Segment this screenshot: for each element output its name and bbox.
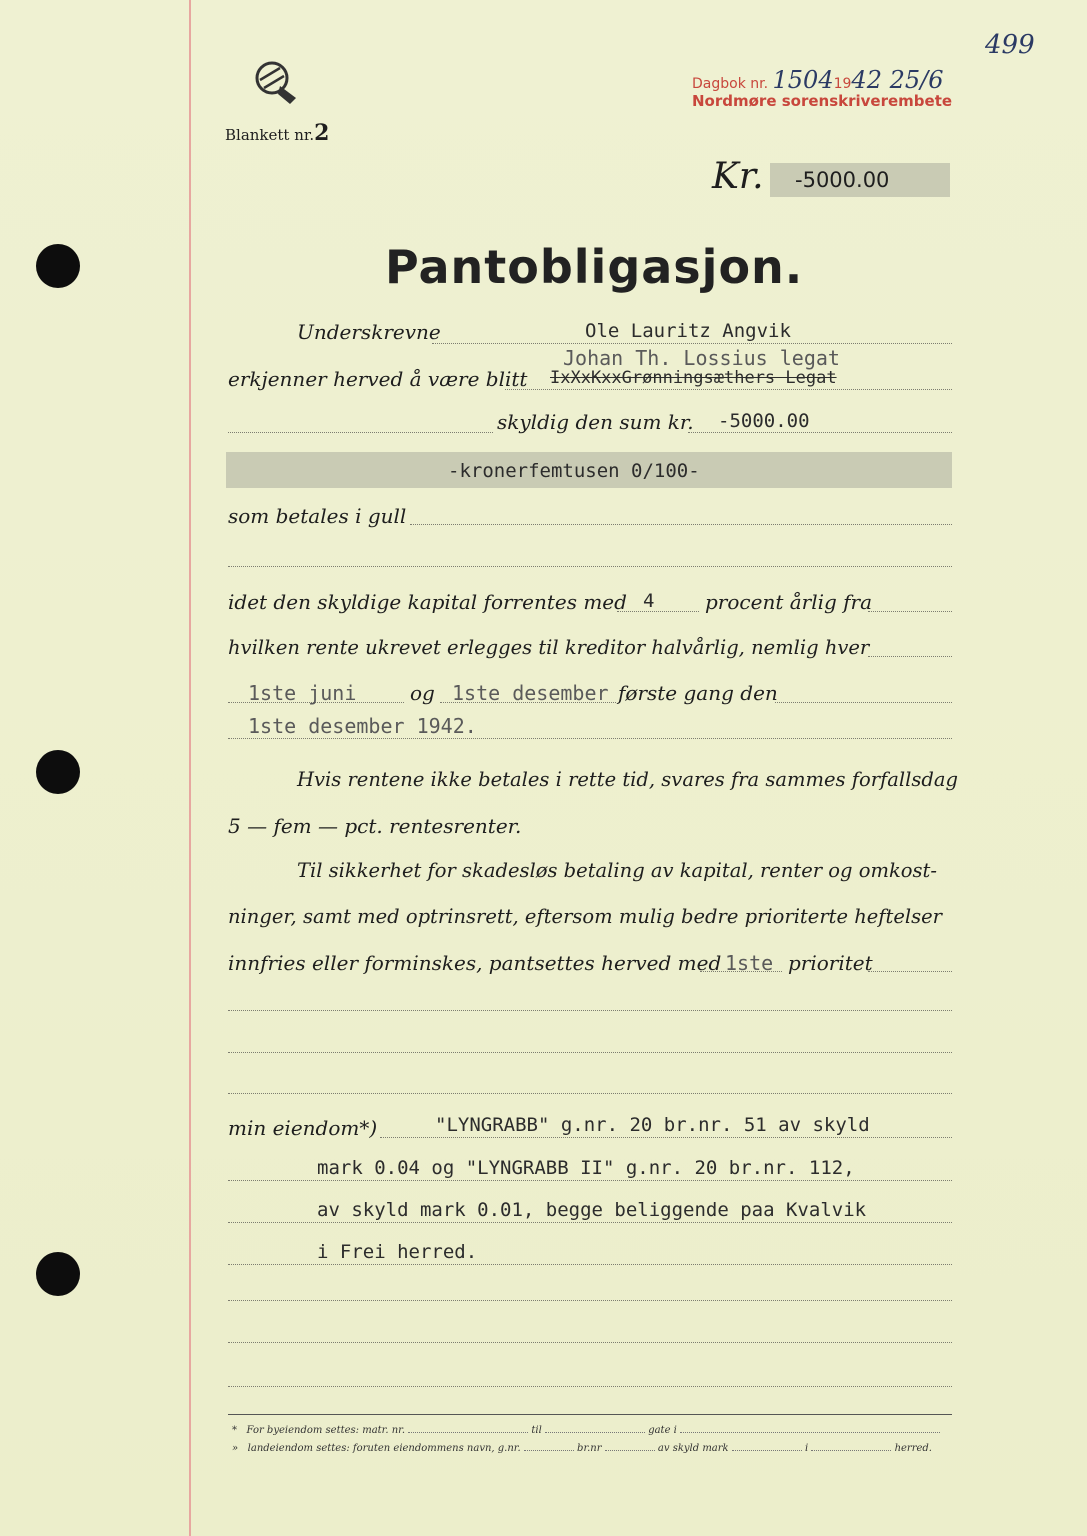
dotted-line [228,1342,952,1343]
footnote-2a: landeiendom settes: foruten eiendommens navn, g.nr. [247,1443,521,1454]
gold-label: som betales i gull [228,504,407,528]
dotted-line [228,1222,952,1223]
footnote-1c: gate i [648,1425,677,1436]
dotted-line [688,432,952,433]
dotted-line [432,343,952,344]
footnote-rule [228,1414,952,1415]
sum-words: -kronerfemtusen 0/100- [448,460,700,482]
date-first: 1ste juni [248,681,357,705]
dagbok-label: Dagbok nr. [692,76,769,92]
footnote-2b: br.nr [577,1443,602,1454]
footnote-2d: i [804,1443,809,1454]
dotted-line [228,1386,952,1387]
footnote-2c: av skyld mark [657,1443,729,1454]
creditor-struck-text: IxXxKxxGrønningsæthers Legat [550,368,837,388]
emblem-icon [250,58,310,110]
blankett-number: 2 [314,120,330,146]
page-number: 499 [985,30,1035,60]
dotted-line [228,1010,952,1011]
dagbok-year-prefix: 19 [833,76,852,92]
footnote-line-1: * For byeiendom settes: matr. nr. til gate i [232,1425,940,1436]
creditor-value: Johan Th. Lossius legat [563,346,840,370]
default-paragraph-1: Hvis rentene ikke betales i rette tid, svares fra sammes forfallsdag [297,768,958,791]
margin-rule [189,0,191,1536]
kr-label: Kr. [712,156,764,197]
amount-value: -5000.00 [795,168,890,192]
blankett-label-text: Blankett nr. [225,126,315,144]
security-line-2: ninger, samt med optrinsrett, eftersom mulig bedre prioriterte heftelser [228,905,943,928]
sum-label: skyldig den sum kr. [497,410,694,434]
first-date: 1ste desember 1942. [248,714,477,738]
dotted-line [228,432,493,433]
property-label: min eiendom*) [228,1116,378,1140]
interest-text-a: idet den skyldige kapital forrentes med [228,590,627,614]
dotted-line [617,611,699,612]
dagbok-date: 42 25/6 [851,66,944,94]
dotted-line [868,611,952,612]
interest-rate: 4 [643,590,655,612]
property-line-2: mark 0.04 og "LYNGRABB II" g.nr. 20 br.nr. 112, [317,1157,855,1179]
sum-value: -5000.00 [718,410,810,432]
office-stamp: Nordmøre sorenskriverembete [692,92,953,110]
blankett-label [225,120,329,146]
document-title: Pantobligasjon. [385,240,804,294]
security-line-3a: innfries eller forminskes, pantsettes herved med [228,951,722,975]
dotted-line [228,1093,952,1094]
security-line-1: Til sikkerhet for skadesløs betaling av kapital, renter og omkost- [297,859,937,882]
undersigned-label: Underskrevne [297,320,441,344]
footnote-1b: til [531,1425,542,1436]
punch-hole [36,244,80,288]
dotted-line [410,524,952,525]
default-paragraph-2: 5 — fem — pct. rentesrenter. [228,814,522,838]
punch-hole [36,1252,80,1296]
dagbok-stamp [692,66,943,94]
first-time-label: første gang den [618,681,778,705]
dotted-line [228,1300,952,1301]
punch-hole [36,750,80,794]
interest-text-b: procent årlig fra [705,590,873,614]
footnote-line-2: » landeiendom settes: foruten eiendommens navn, g.nr. br.nr av skyld mark i herred. [232,1443,932,1454]
dotted-line [868,971,952,972]
dotted-line [228,738,952,739]
footnote-1a: For byeiendom settes: matr. nr. [246,1425,406,1436]
dagbok-number: 1504 [772,66,834,94]
date-second: 1ste desember [452,681,609,705]
dotted-line [380,1137,952,1138]
dotted-line [505,389,952,390]
interest-line-2: hvilken rente ukrevet erlegges til kreditor halvårlig, nemlig hver [228,636,870,659]
property-line-1: "LYNGRABB" g.nr. 20 br.nr. 51 av skyld [435,1114,870,1136]
dotted-line [228,1264,952,1265]
dotted-line [775,702,952,703]
creditor-label: erkjenner herved å være blitt [228,367,528,391]
undersigned-value: Ole Lauritz Angvik [585,320,791,342]
property-line-4: i Frei herred. [317,1241,478,1263]
dotted-line [228,1052,952,1053]
dotted-line [228,566,952,567]
property-line-3: av skyld mark 0.01, begge beliggende paa Kvalvik [317,1199,867,1221]
security-line-3b: prioritet [788,951,873,975]
dotted-line [868,656,952,657]
dotted-line [228,1180,952,1181]
date-og: og [410,681,435,705]
priority-value: 1ste [725,951,774,975]
footnote-2e: herred. [894,1443,932,1454]
